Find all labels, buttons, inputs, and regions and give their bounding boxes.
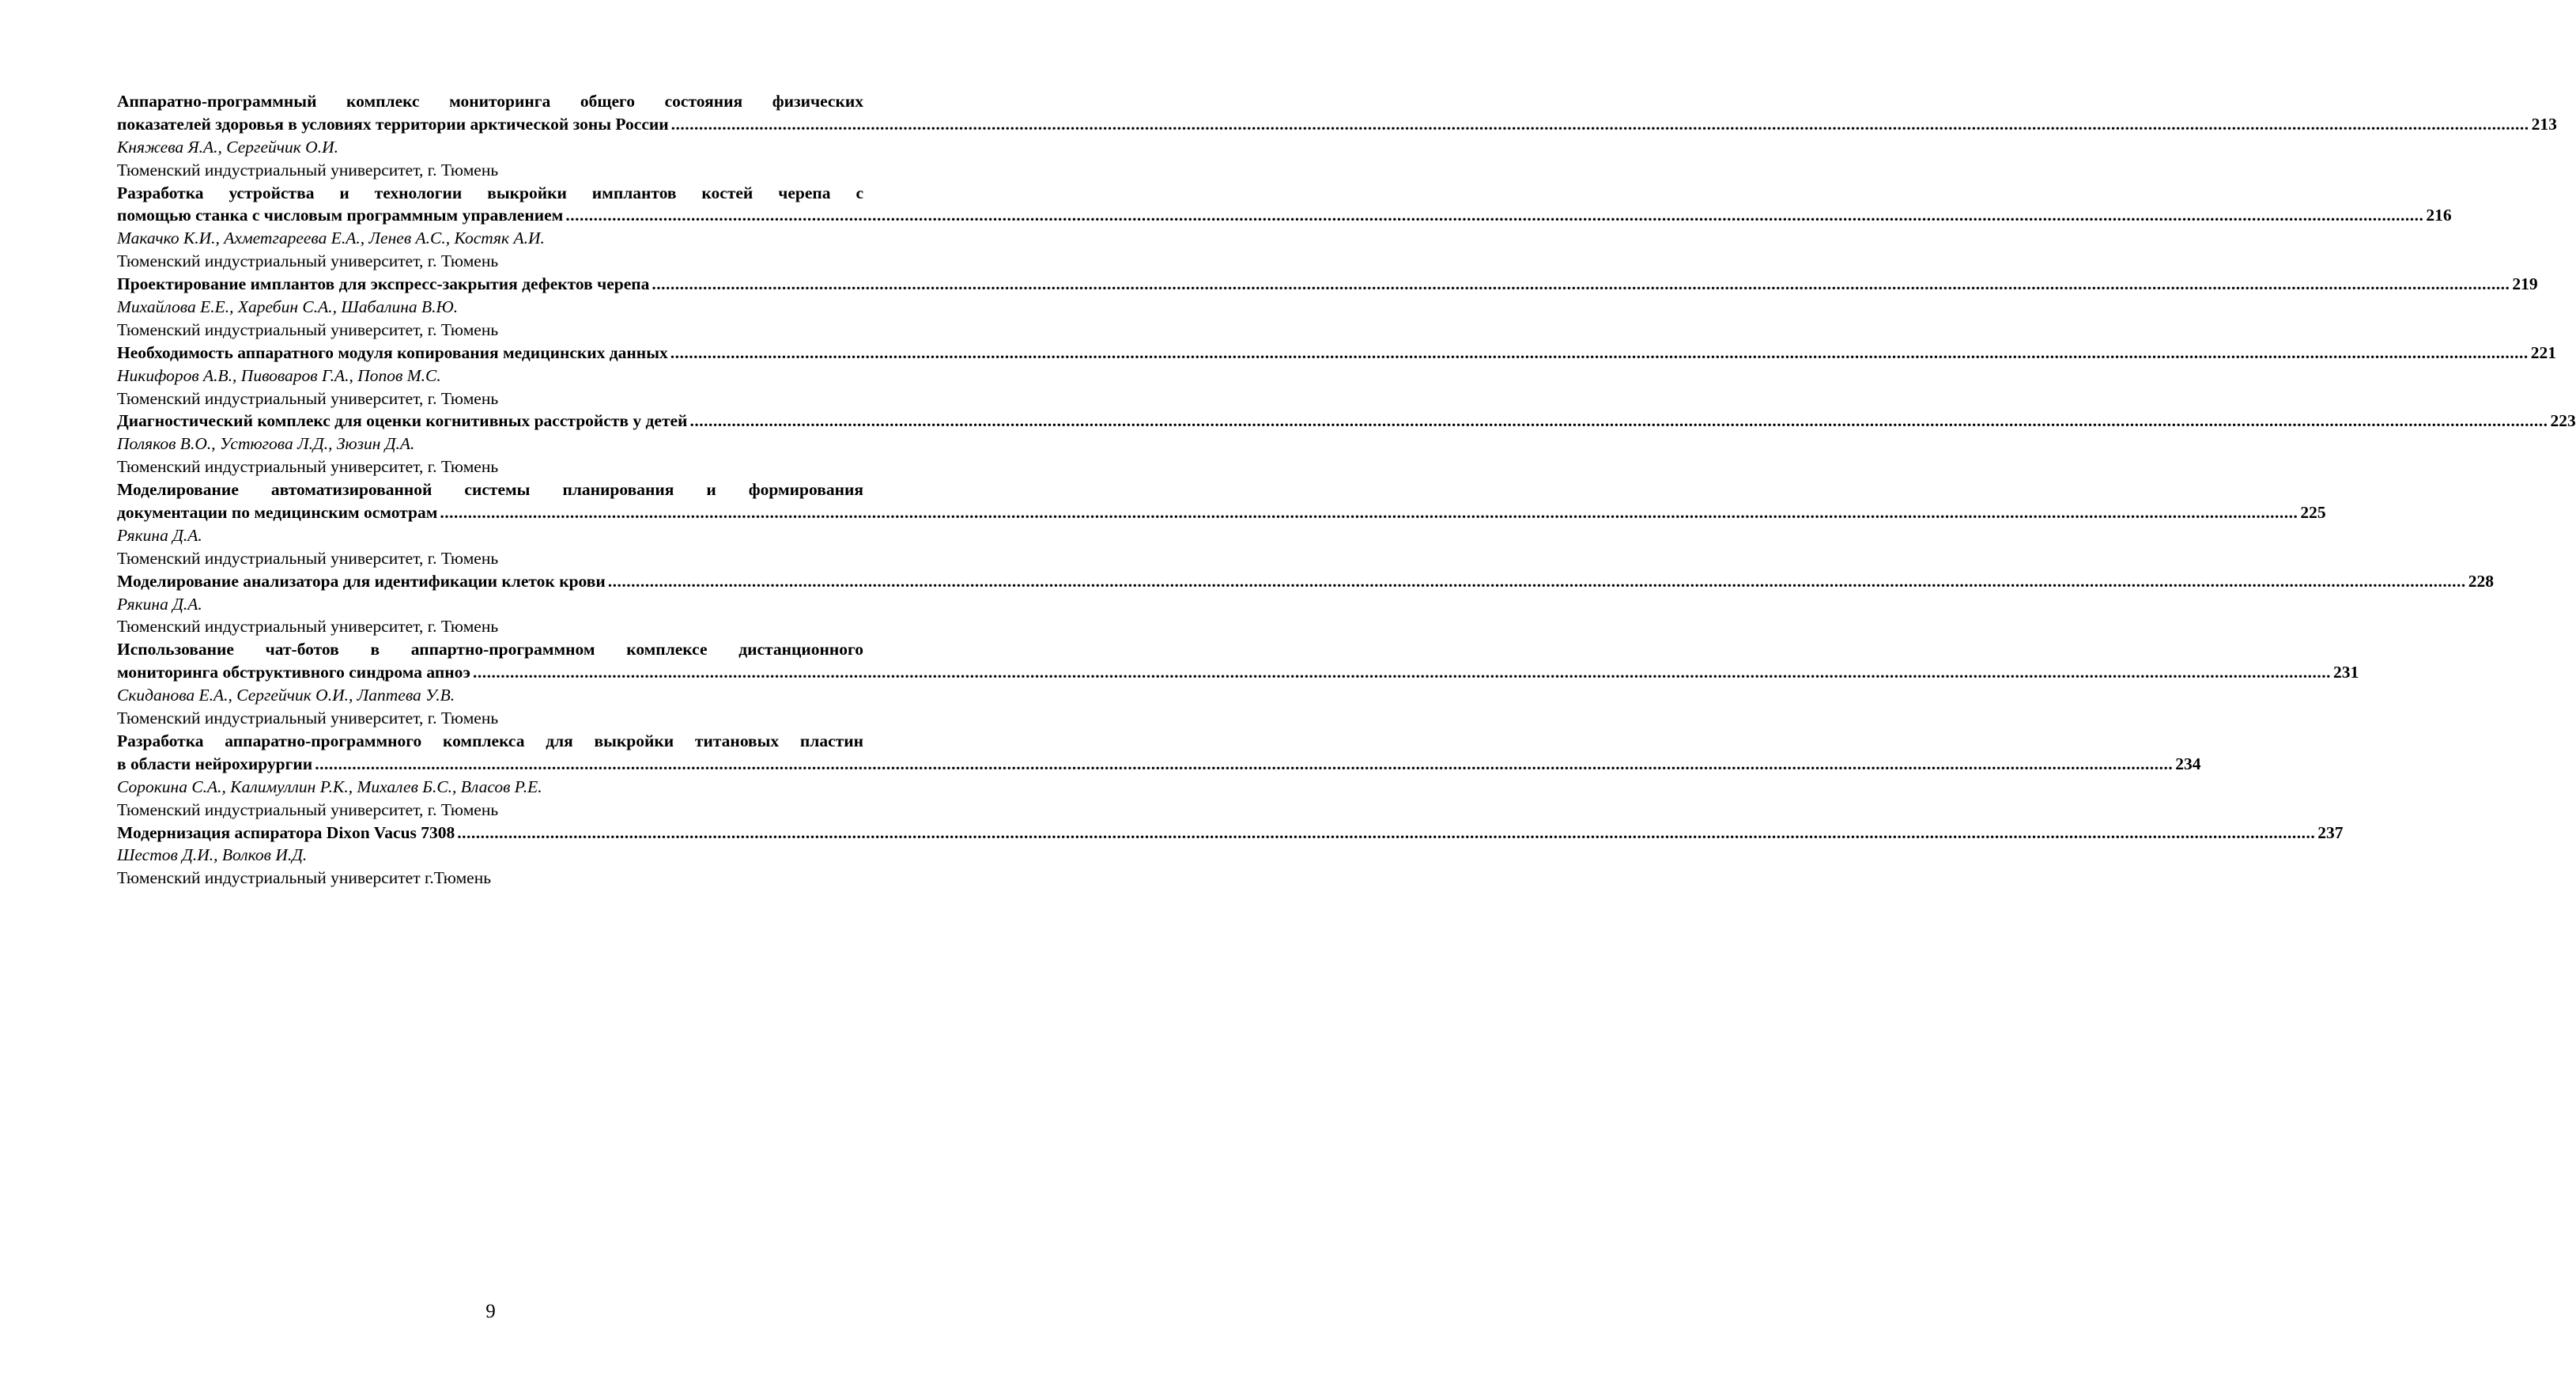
toc-entry-authors: Шестов Д.И., Волков И.Д. <box>117 845 308 865</box>
toc-entry-title-row <box>117 501 2326 524</box>
toc-entry-affiliation: Тюменский индустриальный университет, г. Тюмень <box>117 160 499 180</box>
toc-entry <box>117 822 2344 890</box>
toc-entry-affiliation: Тюменский индустриальный университет, г. Тюмень <box>117 799 499 819</box>
dot-leader: ................................................................................................................................................................................................................................................................................................................................................................................................................ <box>315 754 2174 773</box>
toc-entry-title-row <box>117 113 2557 136</box>
toc-entry-page-number: 213 <box>2531 114 2557 134</box>
dot-leader: ................................................................................................................................................................................................................................................................................................................................................................................................................ <box>440 503 2298 523</box>
toc-entry <box>117 342 2556 410</box>
toc-entry <box>117 90 2557 182</box>
toc-entry-title-line: Разработка аппаратно-программного комплекса для выкройки титановых пластин <box>117 731 863 750</box>
toc-entry-authors: Сорокина С.А., Калимуллин Р.К., Михалев Б.С., Власов Р.Е. <box>117 777 542 796</box>
dot-leader: ................................................................................................................................................................................................................................................................................................................................................................................................................ <box>652 274 2510 294</box>
toc-entry-title-row <box>117 822 2344 845</box>
toc-entry <box>117 478 2326 570</box>
toc-entry-affiliation: Тюменский индустриальный университет, г. Тюмень <box>117 709 499 728</box>
toc-entry-title: мониторинга обструктивного синдрома апноэ <box>117 663 470 682</box>
page-number: 9 <box>485 1301 496 1322</box>
toc-entry-page-number: 228 <box>2468 571 2494 591</box>
toc-entry-title-row <box>117 204 2452 227</box>
toc-entry-title: в области нейрохирургии <box>117 754 313 773</box>
toc-entry <box>117 730 2201 822</box>
toc-entry-title-row <box>117 661 2359 684</box>
toc-entry-page-number: 234 <box>2175 754 2201 773</box>
toc-entry-page-number: 237 <box>2317 822 2344 842</box>
dot-leader: ................................................................................................................................................................................................................................................................................................................................................................................................................ <box>472 663 2331 682</box>
toc-entry-title: помощью станка с числовым программным управлением <box>117 206 564 225</box>
toc-entry-affiliation: Тюменский индустриальный университет, г. Тюмень <box>117 251 499 271</box>
toc-entry <box>117 410 2576 478</box>
toc-entry-title-row <box>117 570 2494 593</box>
toc-entry-affiliation: Тюменский индустриальный университет, г. Тюмень <box>117 319 499 339</box>
dot-leader: ................................................................................................................................................................................................................................................................................................................................................................................................................ <box>689 411 2548 431</box>
toc-entry-authors: Княжева Я.А., Сергейчик О.И. <box>117 137 338 157</box>
toc-entry-title-row <box>117 273 2538 296</box>
toc-entry-title-row <box>117 753 2201 776</box>
toc-entry-authors: Поляков В.О., Устюгова Л.Д., Зюзин Д.А. <box>117 434 415 454</box>
toc-entry-title: Проектирование имплантов для экспресс-закрытия дефектов черепа <box>117 274 650 294</box>
toc-entry-title: Моделирование анализатора для идентификации клеток крови <box>117 571 606 591</box>
toc-entry-affiliation: Тюменский индустриальный университет, г. Тюмень <box>117 388 499 408</box>
toc-entry <box>117 182 2452 274</box>
toc-entry-title-line: Использование чат-ботов в аппартно-программном комплексе дистанционного <box>117 640 863 659</box>
toc-entry-page-number: 219 <box>2512 274 2538 294</box>
toc-entry-title-line: Разработка устройства и технологии выкройки имплантов костей черепа с <box>117 183 863 202</box>
toc-entry-title-row <box>117 342 2556 365</box>
toc-entry-page-number: 223 <box>2550 411 2576 431</box>
dot-leader: ................................................................................................................................................................................................................................................................................................................................................................................................................ <box>670 342 2529 362</box>
table-of-contents <box>117 90 2576 890</box>
toc-entry <box>117 638 2359 730</box>
toc-entry-affiliation: Тюменский индустриальный университет г.Тюмень <box>117 868 492 888</box>
dot-leader: ................................................................................................................................................................................................................................................................................................................................................................................................................ <box>607 571 2466 591</box>
toc-entry-authors: Макачко К.И., Ахметгареева Е.А., Ленев А.С., Костяк А.И. <box>117 229 545 248</box>
toc-entry-authors: Рякина Д.А. <box>117 594 202 614</box>
toc-entry-page-number: 221 <box>2530 342 2556 362</box>
toc-entry-title: Диагностический комплекс для оценки когнитивных расстройств у детей <box>117 411 688 431</box>
toc-entry-title: показателей здоровья в условиях территории арктической зоны России <box>117 114 669 134</box>
toc-entry-title-row <box>117 410 2576 433</box>
toc-entry-authors: Скиданова Е.А., Сергейчик О.И., Лаптева У.В. <box>117 686 455 705</box>
toc-entry-page-number: 225 <box>2300 503 2326 523</box>
toc-entry-title-line: Моделирование автоматизированной системы планирования и формирования <box>117 480 863 500</box>
toc-entry-page-number: 231 <box>2332 663 2359 682</box>
toc-entry-title: Необходимость аппаратного модуля копирования медицинских данных <box>117 342 668 362</box>
dot-leader: ................................................................................................................................................................................................................................................................................................................................................................................................................ <box>670 114 2529 134</box>
dot-leader: ................................................................................................................................................................................................................................................................................................................................................................................................................ <box>565 206 2424 225</box>
toc-entry-title: документации по медицинским осмотрам <box>117 503 438 523</box>
toc-entry-authors: Никифоров А.В., Пивоваров Г.А., Попов М.С. <box>117 365 441 385</box>
toc-entry-affiliation: Тюменский индустриальный университет, г. Тюмень <box>117 457 499 477</box>
toc-entry <box>117 273 2538 342</box>
toc-entry-affiliation: Тюменский индустриальный университет, г. Тюмень <box>117 548 499 568</box>
toc-entry-page-number: 216 <box>2426 206 2452 225</box>
toc-entry-authors: Рякина Д.А. <box>117 525 202 545</box>
toc-entry-title-line: Аппаратно-программный комплекс мониторинга общего состояния физических <box>117 92 863 111</box>
toc-entry <box>117 570 2494 639</box>
toc-entry-authors: Михайлова Е.Е., Харебин С.А., Шабалина В.Ю. <box>117 297 459 317</box>
toc-entry-affiliation: Тюменский индустриальный университет, г. Тюмень <box>117 617 499 637</box>
toc-entry-title: Модернизация аспиратора Dixon Vacus 7308 <box>117 822 455 842</box>
dot-leader: ................................................................................................................................................................................................................................................................................................................................................................................................................ <box>457 822 2316 842</box>
